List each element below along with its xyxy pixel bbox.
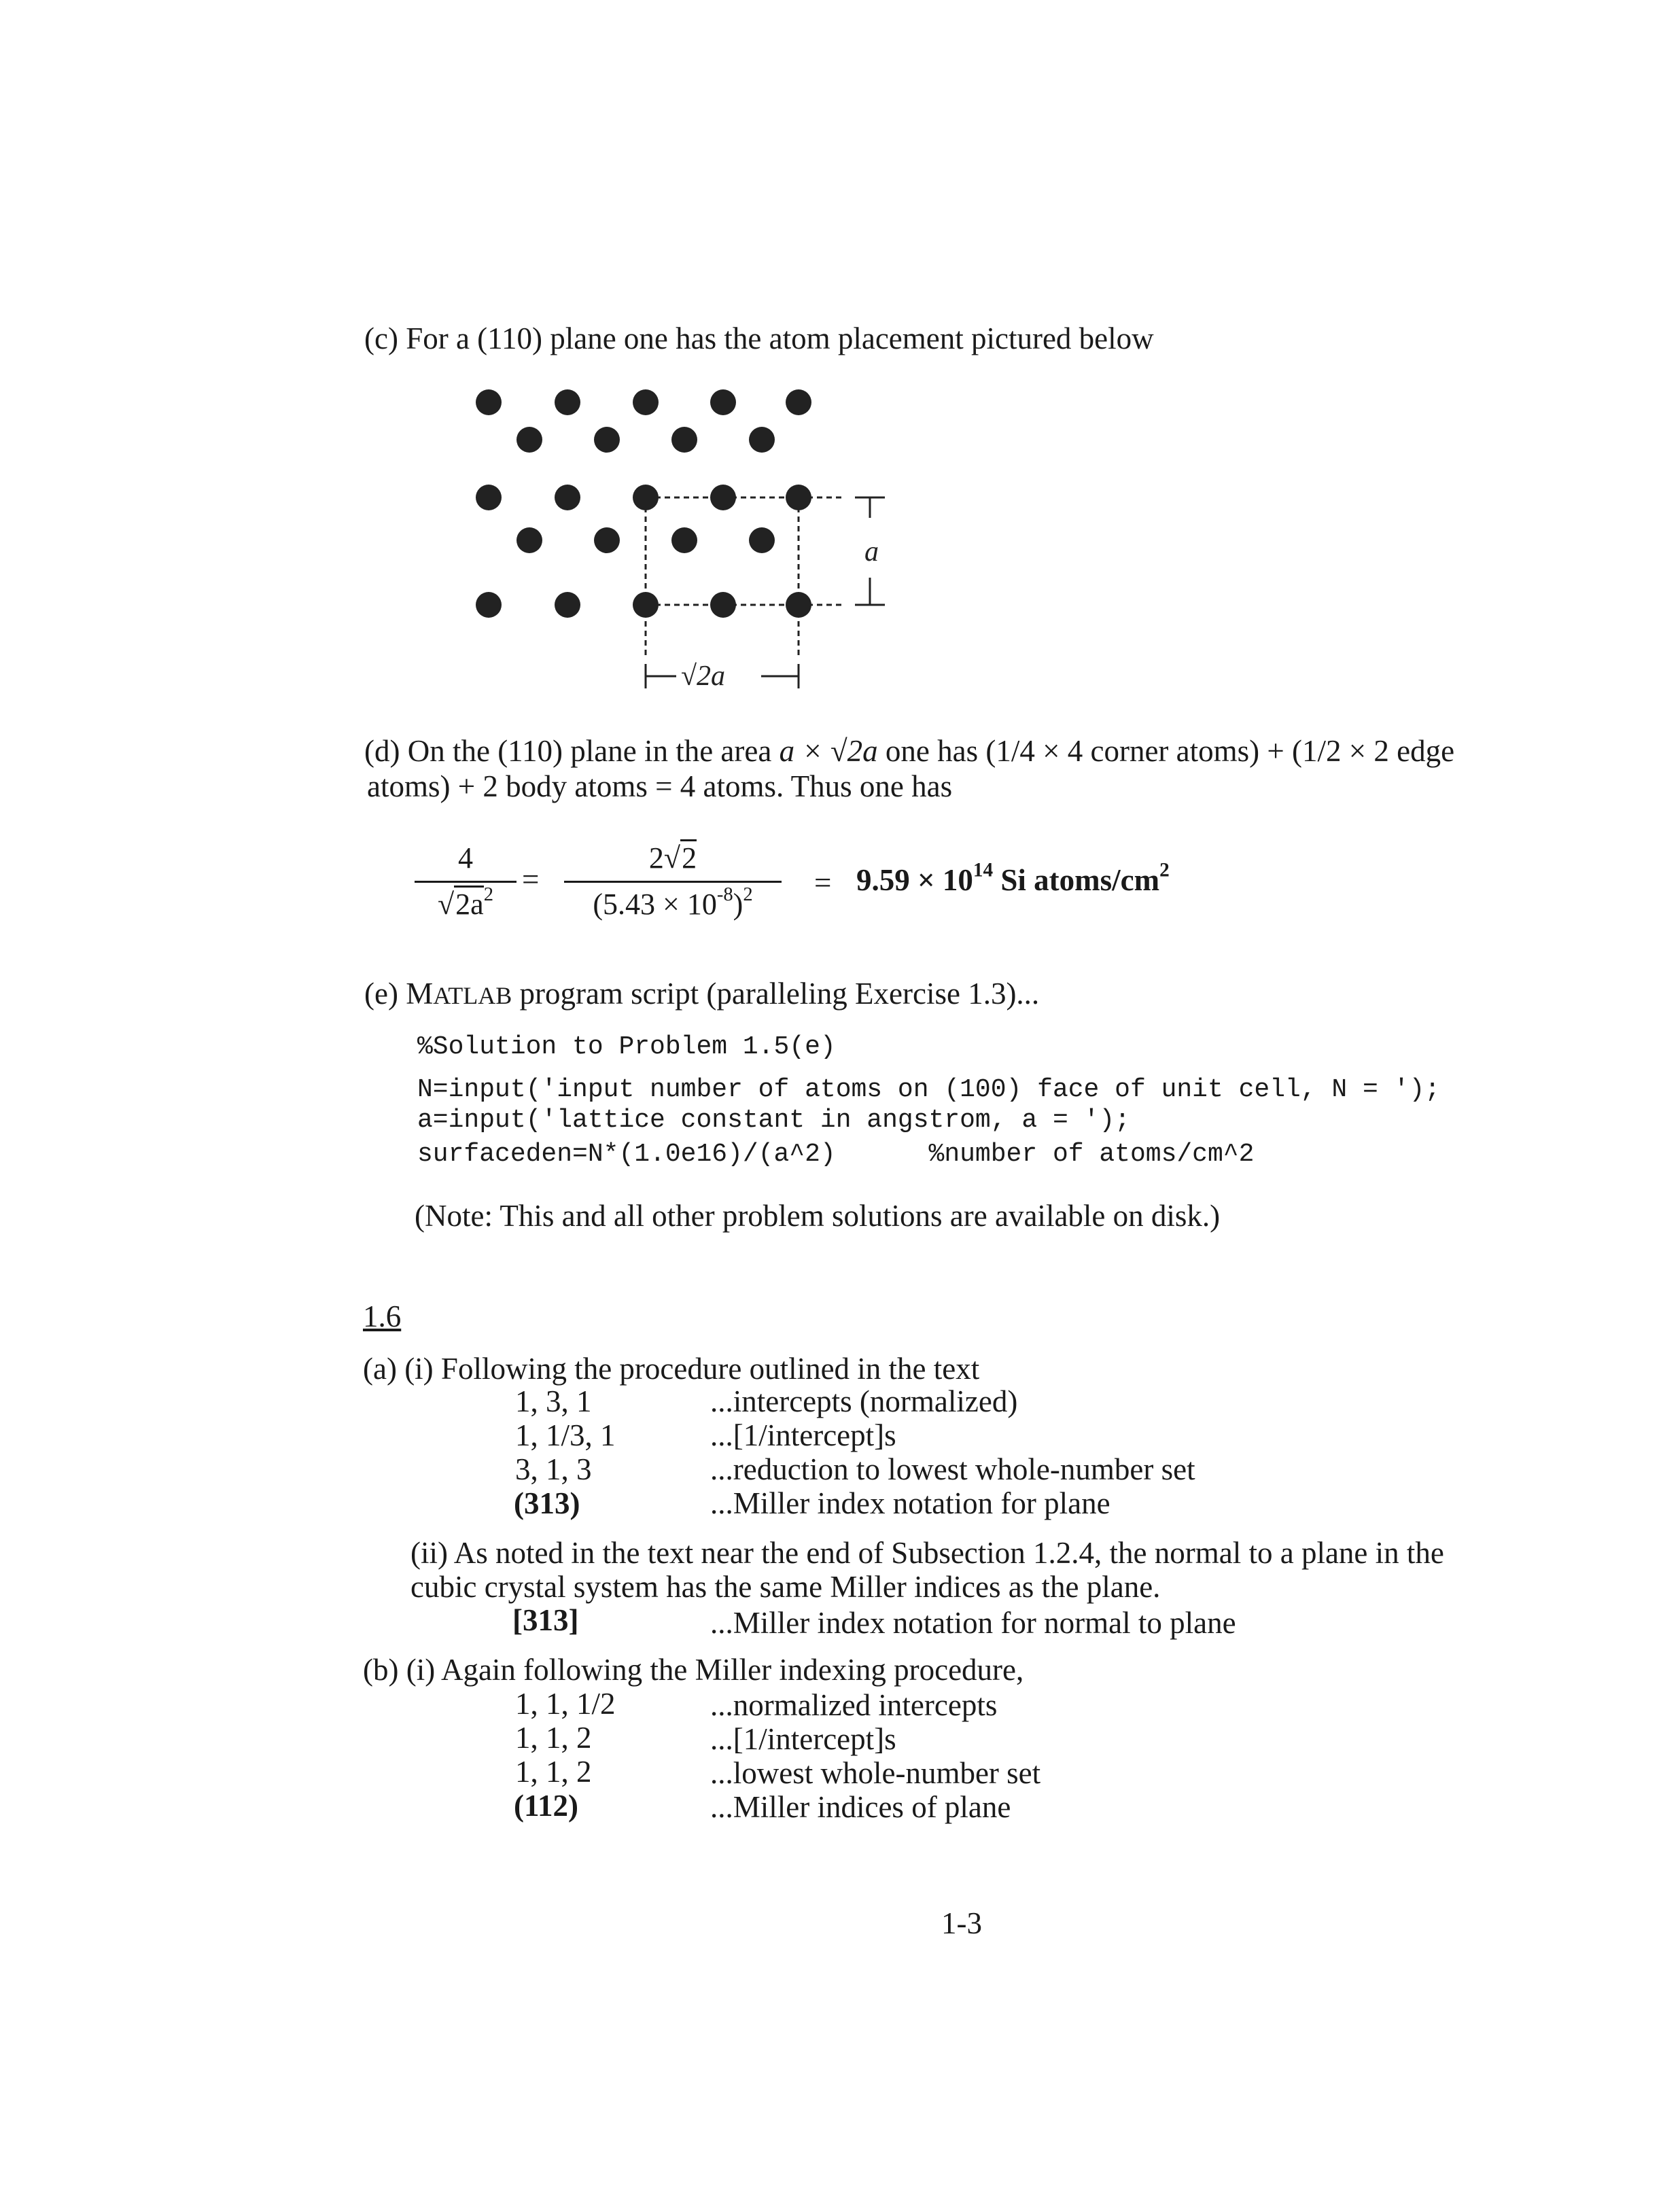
code-line-1: %Solution to Problem 1.5(e) (417, 1032, 836, 1062)
part-e-note: (Note: This and all other problem solutions are available on disk.) (415, 1199, 1221, 1233)
code-line-2: N=input('input number of atoms on (100) face of unit cell, N = '); (417, 1075, 1441, 1104)
b-row-1-val: 1, 1, 1/2 (515, 1687, 616, 1721)
atom (594, 427, 620, 453)
atom (749, 427, 775, 453)
b-row-4-desc: ...Miller indices of plane (710, 1790, 1011, 1824)
atom-diagram (435, 367, 951, 693)
equals-2: = (814, 866, 832, 900)
part-c-text: (c) For a (110) plane one has the atom placement pictured below (364, 321, 1154, 355)
part-a-ii-line2: cubic crystal system has the same Miller indices as the plane. (410, 1570, 1161, 1604)
dim-a-label: a (864, 536, 879, 567)
a-row-2-val: 1, 1/3, 1 (515, 1418, 616, 1452)
part-e-heading: (e) MATLAB program script (paralleling Exercise 1.3)... (364, 977, 1040, 1011)
a-row-3-desc: ...reduction to lowest whole-number set (710, 1452, 1195, 1486)
a-ii-row-desc: ...Miller index notation for normal to plane (710, 1606, 1236, 1640)
section-heading: 1.6 (363, 1299, 402, 1333)
a-row-2-desc: ...[1/intercept]s (710, 1418, 896, 1452)
atom (476, 389, 502, 415)
fraction-1: 4 $√2a^2$ (415, 841, 517, 922)
part-d-line1: (d) On the (110) plane in the area a × √2a one has (1/4 × 4 corner atoms) + (1/2 × 2 edge (364, 734, 1455, 768)
part-a-ii-line1: (ii) As noted in the text near the end of Subsection 1.2.4, the normal to a plane in the (410, 1536, 1444, 1570)
a-row-4-val: (313) (514, 1486, 580, 1520)
b-row-4-val: (112) (514, 1789, 578, 1823)
page-number: 1-3 (941, 1906, 982, 1940)
fraction-2: 2√2 $(5.43 \times 10^{-8})^2$ (564, 841, 782, 922)
atom (633, 389, 659, 415)
result-value: $9.59 \times 10^{14}$ Si atoms/$cm^2$ (856, 859, 1170, 897)
dim-root2a-label: √2a (681, 661, 726, 692)
b-row-3-val: 1, 1, 2 (515, 1755, 592, 1789)
atom (555, 592, 580, 618)
atom (671, 427, 697, 453)
atom (517, 427, 542, 453)
b-row-3-desc: ...lowest whole-number set (710, 1756, 1041, 1790)
a-ii-row-val: [313] (512, 1603, 579, 1637)
a-row-1-val: 1, 3, 1 (515, 1384, 592, 1418)
b-row-1-desc: ...normalized intercepts (710, 1688, 998, 1722)
equals-1: = (522, 862, 540, 896)
atom (786, 389, 811, 415)
atom (555, 485, 580, 510)
a-row-1-desc: ...intercepts (normalized) (710, 1384, 1018, 1418)
code-line-4: surfaceden=N*(1.0e16)/(a^2) %number of atoms/cm^2 (417, 1140, 1255, 1169)
atom (517, 527, 542, 553)
atom (594, 527, 620, 553)
part-b-i: (b) (i) Again following the Miller indexing procedure, (363, 1653, 1024, 1687)
atom (671, 527, 697, 553)
a-row-4-desc: ...Miller index notation for plane (710, 1486, 1110, 1520)
atom (555, 389, 580, 415)
atom (476, 485, 502, 510)
part-a-i: (a) (i) Following the procedure outlined in the text (363, 1352, 980, 1386)
b-row-2-val: 1, 1, 2 (515, 1721, 592, 1755)
b-row-2-desc: ...[1/intercept]s (710, 1722, 896, 1756)
atom (476, 592, 502, 618)
atom (710, 389, 736, 415)
atom (749, 527, 775, 553)
code-line-3: a=input('lattice constant in angstrom, a = '); (417, 1106, 1130, 1135)
part-d-line2: atoms) + 2 body atoms = 4 atoms. Thus one has (367, 769, 953, 803)
a-row-3-val: 3, 1, 3 (515, 1452, 592, 1486)
